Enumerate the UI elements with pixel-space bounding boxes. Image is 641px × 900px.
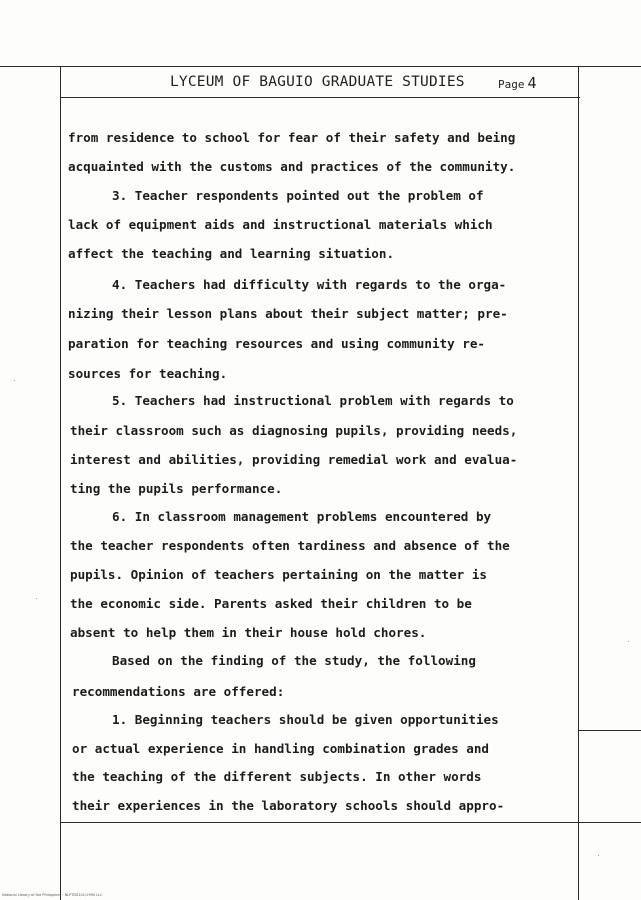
scan-speckle: [628, 641, 629, 642]
scan-speckle: [598, 855, 599, 856]
page-number-label: [498, 74, 537, 92]
text-line: their classroom such as diagnosing pupils, providing needs,: [70, 423, 518, 438]
text-line: the teaching of the different subjects. In other words: [72, 769, 482, 784]
text-line: pupils. Opinion of teachers pertaining on the matter is: [70, 567, 488, 582]
text-line: 6. In classroom management problems encountered by: [112, 509, 492, 524]
scan-speckle: [14, 380, 15, 381]
scan-speckle: [36, 598, 37, 599]
text-line: Based on the finding of the study, the following: [112, 653, 476, 668]
text-line: acquainted with the customs and practices of the community.: [68, 159, 516, 174]
text-line: 1. Beginning teachers should be given opportunities: [112, 712, 499, 727]
top-rule: [0, 66, 641, 67]
text-line: recommendations are offered:: [72, 684, 285, 699]
text-line: 3. Teacher respondents pointed out the problem of: [112, 188, 484, 203]
text-line: sources for teaching.: [68, 366, 228, 381]
text-line: 5. Teachers had instructional problem with regards to: [112, 393, 514, 408]
text-line: the teacher respondents often tardiness and absence of the: [70, 538, 510, 553]
left-margin-rule: [60, 66, 61, 900]
text-line: the economic side. Parents asked their children to be: [70, 596, 472, 611]
page-number: 4: [527, 74, 537, 92]
text-line: from residence to school for fear of their safety and being: [68, 130, 516, 145]
bottom-rule: [60, 822, 641, 823]
right-margin-rule: [578, 66, 579, 900]
text-line: or actual experience in handling combination grades and: [72, 741, 490, 756]
text-line: paration for teaching resources and using community re-: [68, 336, 486, 351]
text-line: affect the teaching and learning situation.: [68, 246, 395, 261]
text-line: their experiences in the laboratory schools should appro-: [72, 798, 505, 813]
page-label: Page: [498, 78, 525, 91]
text-line: lack of equipment aids and instructional materials which: [68, 217, 493, 232]
footer-note: National Library of the Philippines · NLPTD0101/1990 LLC: [2, 893, 103, 897]
text-line: ting the pupils performance.: [70, 481, 283, 496]
text-line: 4. Teachers had difficulty with regards to the orga-: [112, 277, 507, 292]
text-line: absent to help them in their house hold chores.: [70, 625, 427, 640]
text-line: nizing their lesson plans about their subject matter; pre-: [68, 306, 508, 321]
text-line: interest and abilities, providing remedial work and evalua-: [70, 452, 518, 467]
header-rule: [60, 97, 580, 98]
page-header-title: LYCEUM OF BAGUIO GRADUATE STUDIES: [170, 74, 465, 90]
right-side-rule: [578, 730, 641, 731]
